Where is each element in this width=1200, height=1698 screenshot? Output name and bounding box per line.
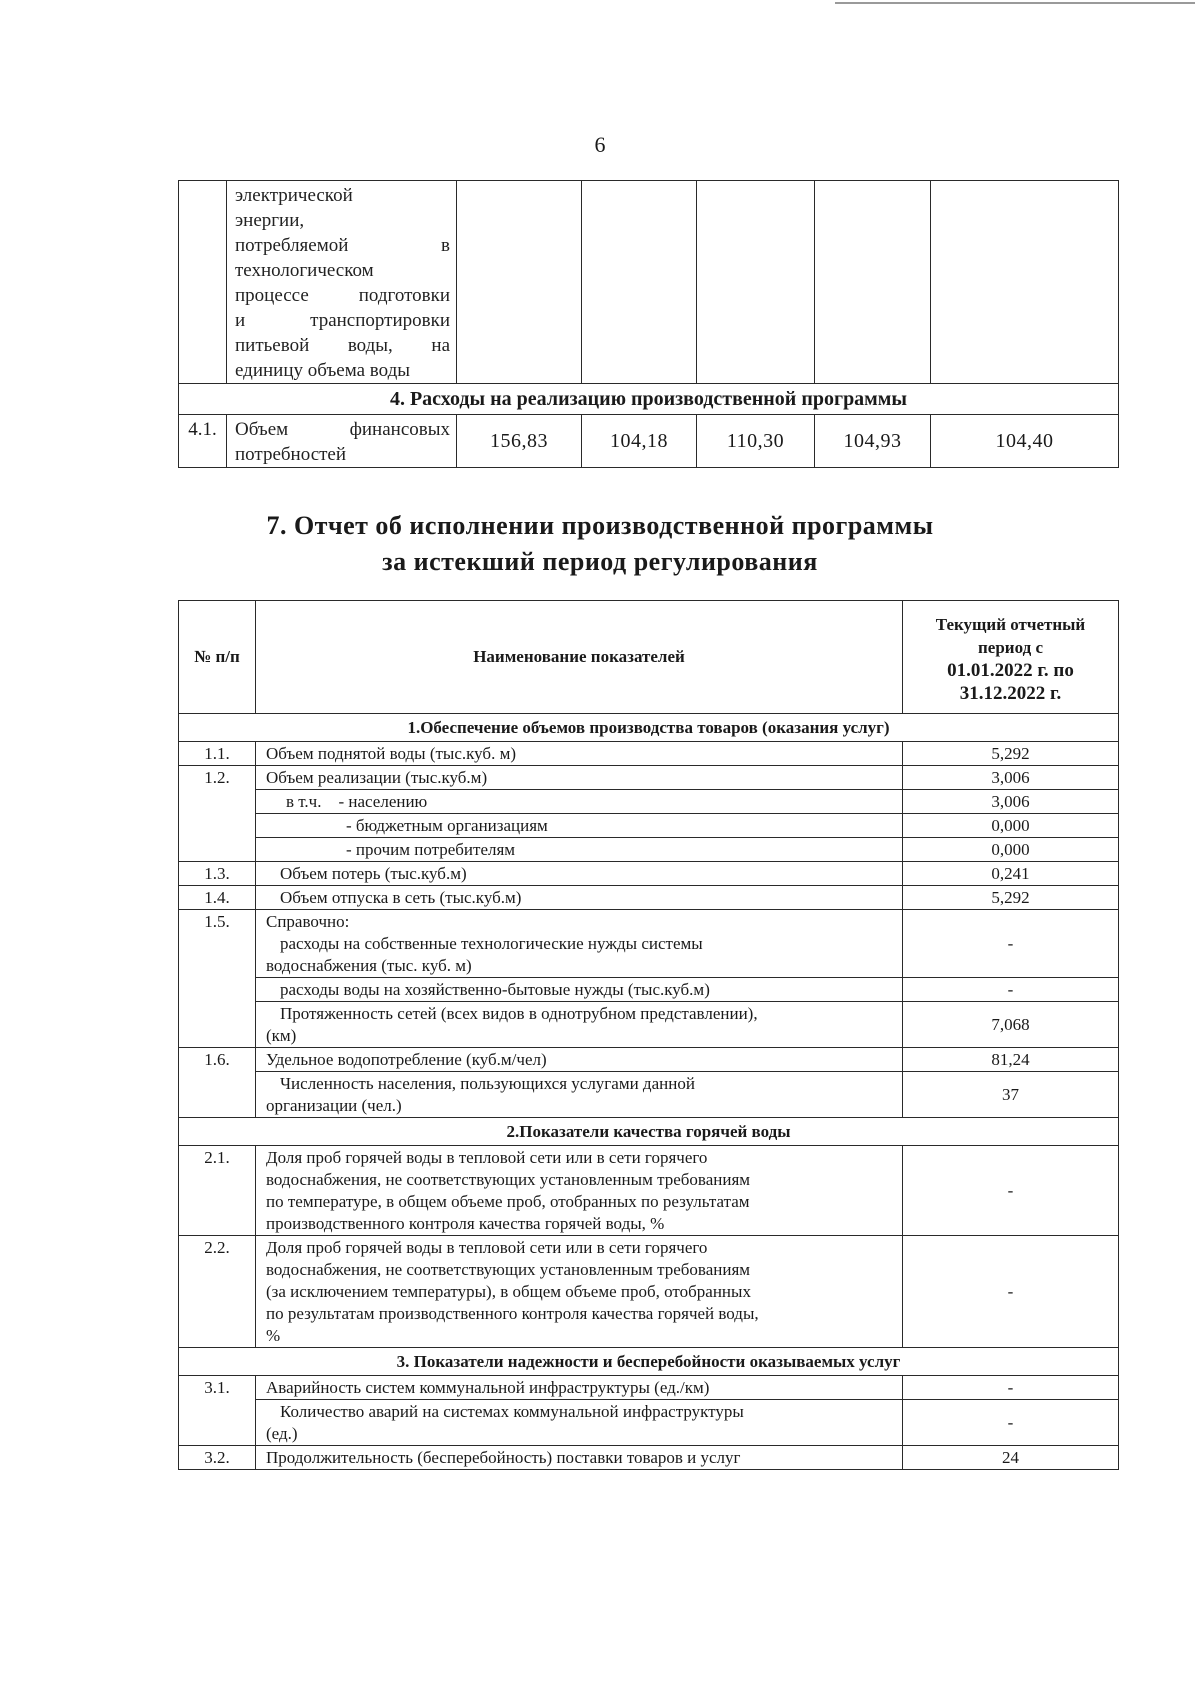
section-title: 3. Показатели надежности и бесперебойности оказываемых услуг xyxy=(179,1348,1119,1376)
report-heading-line2: за истекший период регулирования xyxy=(382,547,818,576)
table-cell-no xyxy=(179,181,227,384)
row-number: 1.6. xyxy=(179,1048,256,1118)
row-name: - прочим потребителям xyxy=(256,838,903,862)
row-value: 37 xyxy=(903,1072,1119,1118)
value-cell: 104,18 xyxy=(582,415,697,468)
row-number: 3.2. xyxy=(179,1446,256,1470)
table-row xyxy=(179,766,1119,790)
table-row xyxy=(179,978,1119,1002)
section-row xyxy=(179,1118,1119,1146)
row-value: 5,292 xyxy=(903,886,1119,910)
row-value: 0,241 xyxy=(903,862,1119,886)
page-number: 6 xyxy=(594,132,606,157)
row-number: 1.3. xyxy=(179,862,256,886)
empty-cell xyxy=(582,181,697,384)
row-number: 2.2. xyxy=(179,1236,256,1348)
row-value: 24 xyxy=(903,1446,1119,1470)
row-name: Протяженность сетей (всех видов в однотрубном представлении), (км) xyxy=(256,1002,903,1048)
row-value: 5,292 xyxy=(903,742,1119,766)
table-row xyxy=(179,838,1119,862)
empty-cell xyxy=(815,181,931,384)
report-table xyxy=(178,600,1119,1470)
report-heading-line1: 7. Отчет об исполнении производственной программы xyxy=(266,511,934,540)
row-value: - xyxy=(903,1376,1119,1400)
row-number: 1.4. xyxy=(179,886,256,910)
row-number: 1.5. xyxy=(179,910,256,1048)
table-row xyxy=(179,1236,1119,1348)
row-value: - xyxy=(903,978,1119,1002)
section-row xyxy=(179,714,1119,742)
scan-top-rule xyxy=(835,2,1195,4)
table-row xyxy=(179,1146,1119,1236)
row-number: 1.2. xyxy=(179,766,256,862)
row-value: - xyxy=(903,1400,1119,1446)
report-heading xyxy=(0,508,1200,580)
indicator-description: электрической энергии, потребляемой в технологическом процессе подготовки и транспортировки питьевой воды, на единицу объема воды xyxy=(227,181,457,384)
row-name: Объем финансовых потребностей xyxy=(227,415,457,468)
row-number: 4.1. xyxy=(179,415,227,468)
table-row xyxy=(179,1376,1119,1400)
section-row xyxy=(179,1348,1119,1376)
row-name: Продолжительность (бесперебойность) поставки товаров и услуг xyxy=(256,1446,903,1470)
value-cell: 156,83 xyxy=(457,415,582,468)
row-value: - xyxy=(903,1146,1119,1236)
table-row xyxy=(179,1400,1119,1446)
row-name: Доля проб горячей воды в тепловой сети или в сети горячего водоснабжения, не соответствующих установленным требованиям (за исключением температуры), в общем объеме проб, отобранных по результатам производственного контроля качества горячей воды, % xyxy=(256,1236,903,1348)
table-row xyxy=(179,1048,1119,1072)
section-row xyxy=(179,384,1119,415)
row-name: в т.ч. - населению xyxy=(256,790,903,814)
value-cell: 104,93 xyxy=(815,415,931,468)
table-row xyxy=(179,1072,1119,1118)
row-name: Удельное водопотребление (куб.м/чел) xyxy=(256,1048,903,1072)
section-title: 1.Обеспечение объемов производства товаров (оказания услуг) xyxy=(179,714,1119,742)
row-name: Объем отпуска в сеть (тыс.куб.м) xyxy=(256,886,903,910)
col-header-period: Текущий отчетный период с 01.01.2022 г. по 31.12.2022 г. xyxy=(903,601,1119,714)
table-row xyxy=(179,181,1119,384)
section-title: 2.Показатели качества горячей воды xyxy=(179,1118,1119,1146)
row-value: - xyxy=(903,1236,1119,1348)
row-name: Справочно: расходы на собственные технологические нужды системы водоснабжения (тыс. куб. м) xyxy=(256,910,903,978)
value-cell: 104,40 xyxy=(931,415,1119,468)
section-title: 4. Расходы на реализацию производственной программы xyxy=(179,384,1119,415)
table-row xyxy=(179,886,1119,910)
table-row xyxy=(179,1002,1119,1048)
table-row xyxy=(179,862,1119,886)
row-number: 3.1. xyxy=(179,1376,256,1446)
row-name: Количество аварий на системах коммунальной инфраструктуры (ед.) xyxy=(256,1400,903,1446)
row-name: Численность населения, пользующихся услугами данной организации (чел.) xyxy=(256,1072,903,1118)
row-number: 2.1. xyxy=(179,1146,256,1236)
table-row xyxy=(179,742,1119,766)
row-name: Доля проб горячей воды в тепловой сети или в сети горячего водоснабжения, не соответствующих установленным требованиям по температуре, в общем объеме проб, отобранных по результатам производственного контроля качества горячей воды, % xyxy=(256,1146,903,1236)
row-name: Объем поднятой воды (тыс.куб. м) xyxy=(256,742,903,766)
row-name: Объем реализации (тыс.куб.м) xyxy=(256,766,903,790)
table-row xyxy=(179,910,1119,978)
row-value: 3,006 xyxy=(903,790,1119,814)
row-value: 81,24 xyxy=(903,1048,1119,1072)
row-value: - xyxy=(903,910,1119,978)
row-name: Объем потерь (тыс.куб.м) xyxy=(256,862,903,886)
table-row xyxy=(179,814,1119,838)
row-value: 7,068 xyxy=(903,1002,1119,1048)
row-name: Аварийность систем коммунальной инфраструктуры (ед./км) xyxy=(256,1376,903,1400)
value-cell: 110,30 xyxy=(697,415,815,468)
row-value: 0,000 xyxy=(903,814,1119,838)
program-table-continued xyxy=(178,180,1119,468)
row-name: - бюджетным организациям xyxy=(256,814,903,838)
table-row xyxy=(179,415,1119,468)
col-header-name: Наименование показателей xyxy=(256,601,903,714)
empty-cell xyxy=(931,181,1119,384)
row-number: 1.1. xyxy=(179,742,256,766)
col-header-no: № п/п xyxy=(179,601,256,714)
row-value: 0,000 xyxy=(903,838,1119,862)
table-row xyxy=(179,1446,1119,1470)
row-value: 3,006 xyxy=(903,766,1119,790)
table-header-row xyxy=(179,601,1119,714)
empty-cell xyxy=(697,181,815,384)
row-name: расходы воды на хозяйственно-бытовые нужды (тыс.куб.м) xyxy=(256,978,903,1002)
empty-cell xyxy=(457,181,582,384)
table-row xyxy=(179,790,1119,814)
